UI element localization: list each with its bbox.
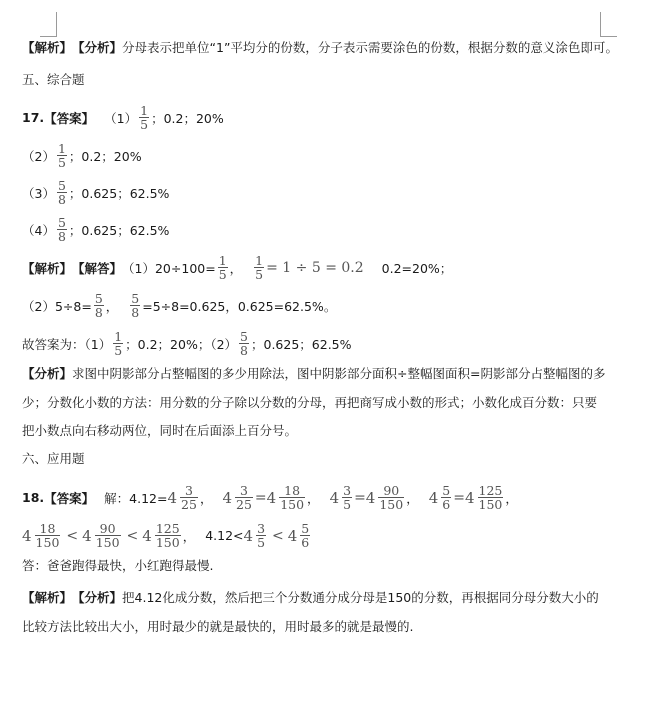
solution-text: =5÷8=0.625，0.625=62.5%。 (142, 298, 337, 314)
mixed-number: 4 $\frac{125}{150}$ (464, 483, 503, 512)
solution-text: 故答案为：（1） (22, 336, 112, 352)
section-heading-6: 六、应用题 (22, 451, 85, 466)
tag-jiexi: 【解析】 (22, 260, 73, 276)
tag-fenxi: 【分析】 (22, 366, 73, 381)
fraction: $\frac{1}{5}$ (57, 141, 66, 170)
solution-text: 4.12< (205, 528, 244, 543)
q17-final-answer (22, 330, 352, 357)
punctuation: ， (199, 490, 213, 506)
q17-analysis-line-3: 把小数点向右移动两位，同时在后面添上百分号。 (22, 423, 298, 438)
solution-text: （2）5÷8= (22, 298, 92, 314)
part-label: （2） (22, 148, 55, 164)
analysis-text: 求图中阴影部分占整幅图的多少用除法，图中阴影部分面积÷整幅图面积=阴影部分占整幅图的多 (72, 366, 606, 381)
less-than-sign: < (126, 527, 139, 544)
answer-values: ；0.2；20% (68, 148, 142, 164)
tag-fenxi: 【分析】 (72, 590, 123, 605)
fraction: $\frac{5}{8}$ (131, 291, 140, 320)
page-corner-mark (600, 12, 617, 37)
mixed-number: 4 $\frac{18}{150}$ (266, 483, 305, 512)
equals-sign: = (254, 489, 267, 506)
tag-jieda: 【解答】 (72, 260, 123, 276)
less-than-sign: < (272, 527, 284, 544)
part-label: （1） (104, 110, 138, 126)
q17-solution-line-2 (22, 292, 336, 319)
equals-sign: = (354, 489, 366, 506)
analysis-line-16 (22, 38, 618, 56)
q17-answer-line-3 (22, 179, 169, 206)
solution-text: （1）20÷100= (122, 260, 216, 276)
mixed-number: 4 $\frac{3}{5}$ (329, 483, 352, 512)
q17-solution-line-1 (22, 254, 452, 281)
less-than-sign: < (66, 527, 79, 544)
q18-answer-line-1 (22, 484, 518, 511)
equation: = 1 ÷ 5 = 0.2 (266, 259, 364, 276)
answer-values: ；0.2；20% (151, 110, 224, 126)
q18-analysis-line-1 (22, 588, 599, 606)
tag-fenxi: 【分析】 (72, 40, 123, 55)
analysis-text: 把4.12化成分数，然后把三个分数通分成分母是150的分数，再根据同分母分数大小的 (122, 590, 599, 605)
fraction: $\frac{1}{5}$ (140, 103, 149, 132)
punctuation: ， (307, 490, 320, 506)
answer-values: ；0.625；62.5% (68, 185, 170, 201)
q17-answer-line-1 (22, 104, 224, 131)
answer-values: ；0.625；62.5% (68, 222, 170, 238)
punctuation: ， (505, 490, 518, 506)
fraction: $\frac{1}{5}$ (255, 253, 264, 282)
mixed-number: 4 $\frac{90}{150}$ (365, 483, 404, 512)
section-heading-5: 五、综合题 (22, 72, 85, 87)
mixed-number: 4 $\frac{5}{6}$ (428, 483, 451, 512)
punctuation: ， (406, 490, 419, 506)
solution-text: ；0.2；20%；（2） (125, 336, 238, 352)
q17-answer-line-2 (22, 142, 142, 169)
tag-jiexi: 【解析】 (22, 590, 73, 605)
punctuation: ， (105, 298, 119, 314)
part-label: （4） (22, 222, 55, 238)
fraction: $\frac{5}{8}$ (57, 178, 66, 207)
fraction: $\frac{5}{8}$ (94, 291, 103, 320)
q18-analysis-line-2: 比较方法比较出大小，用时最少的就是最快的，用时最多的就是最慢的. (22, 619, 414, 634)
tag-jiexi: 【解析】 (22, 40, 73, 55)
fraction: $\frac{1}{5}$ (218, 253, 227, 282)
page-corner-mark (40, 12, 57, 37)
mixed-number: 4 $\frac{3}{25}$ (222, 483, 252, 512)
part-label: （3） (22, 185, 55, 201)
tag-answer: 【答案】 (44, 490, 95, 506)
mixed-number: 4 $\frac{90}{150}$ (82, 521, 120, 550)
solution-text: 解：4.12= (104, 490, 168, 506)
q18-final-answer: 答：爸爸跑得最快，小红跑得最慢. (22, 558, 214, 573)
tag-answer: 【答案】 (44, 110, 95, 126)
fraction: $\frac{5}{8}$ (240, 329, 248, 358)
mixed-number: 4 $\frac{3}{25}$ (167, 483, 197, 512)
q17-analysis-line-1 (22, 364, 605, 382)
equals-sign: = (453, 489, 465, 506)
q18-comparison-line (22, 522, 312, 549)
mixed-number: 4 $\frac{3}{5}$ (243, 521, 266, 550)
q17-analysis-line-2: 少；分数化小数的方法：用分数的分子除以分数的分母，再把商写成小数的形式；小数化成百分数：只要 (22, 395, 598, 410)
question-number: 17. (22, 110, 45, 125)
solution-text: 0.2=20%； (381, 260, 453, 276)
fraction: $\frac{5}{8}$ (57, 215, 66, 244)
q17-answer-line-4 (22, 216, 169, 243)
mixed-number: 4 $\frac{18}{150}$ (22, 521, 60, 550)
fraction: $\frac{1}{5}$ (114, 329, 123, 358)
question-number: 18. (22, 490, 45, 505)
mixed-number: 4 $\frac{5}{6}$ (287, 521, 310, 550)
punctuation: ， (182, 528, 196, 544)
punctuation: ， (229, 260, 243, 276)
mixed-number: 4 $\frac{125}{150}$ (142, 521, 180, 550)
solution-text: ；0.625；62.5% (251, 336, 352, 352)
analysis-text: 分母表示把单位“1”平均分的份数，分子表示需要涂色的份数，根据分数的意义涂色即可。 (122, 40, 618, 55)
